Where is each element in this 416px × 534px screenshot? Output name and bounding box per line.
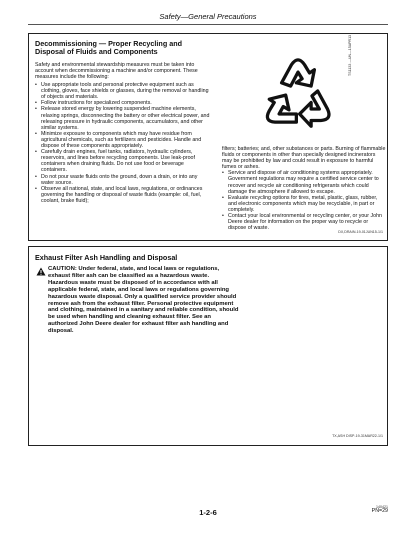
- recycle-icon: [257, 48, 339, 134]
- figure-id: TS1133 —UN—15APR13: [348, 34, 352, 76]
- page-header: [28, 12, 388, 25]
- page-number: 1-2-6: [199, 508, 217, 517]
- decommissioning-right-column: [222, 146, 386, 231]
- decommissioning-section: [28, 33, 388, 241]
- list-item: • Contact your local environmental or recycling center, or your John Deere dealer for information on the proper way to recycle or dispose of waste.: [222, 213, 386, 231]
- footer-code-line: 140421: [376, 505, 388, 509]
- footer-code: [372, 505, 388, 514]
- list-item: • Carefully drain engines, fuel tanks, radiators, hydraulic cylinders, reservoirs, and lines before recycling components. Use leak-proof containers when draining fluids. Do not use food or beverage containers.: [35, 149, 211, 173]
- list-item: • Evaluate recycling options for tires, metal, plastic, glass, rubber, and electronic components which may be recyclable, in part or completely.: [222, 195, 386, 213]
- list-item: • Minimize exposure to components which may have residue from agricultural chemicals, such as fertilizers and pesticides. Handle and dispose of these components appropriately.: [35, 131, 211, 149]
- list-item: • Use appropriate tools and personal protective equipment such as clothing, gloves, face shields or glasses, during the removal or handling of objects and materials.: [35, 82, 211, 100]
- list-item: • Do not pour waste fluids onto the ground, down a drain, or into any water source.: [35, 174, 211, 186]
- reference-code: TX,ASH DISP-19-31MAR22-1/1: [332, 434, 383, 438]
- decommissioning-right-list: [222, 170, 386, 231]
- list-item: • Service and dispose of air conditioning systems appropriately. Government regulations may require a certified service center to recover and recycle air conditioning refrigerants which could damage the atmosphere if allowed to escape.: [222, 170, 386, 194]
- continuation-text: filters; batteries; and, other substances or parts. Burning of flammable fluids or components in other than specially designed incinerators may be prohibited by law and could result in exposure to harmful fumes or ashes.: [222, 146, 386, 171]
- decommissioning-left-list: [35, 82, 211, 204]
- ash-section: [28, 246, 388, 446]
- ash-title: Exhaust Filter Ash Handling and Disposal: [35, 253, 178, 262]
- list-item: • Observe all national, state, and local laws, regulations, or ordinances governing the handling or disposal of waste fluids (example: oil, fuel, coolant, brake fluid);: [35, 186, 211, 204]
- decommissioning-left-column: [35, 40, 211, 204]
- decommissioning-title: Decommissioning — Proper Recycling and Disposal of Fluids and Components: [35, 39, 182, 57]
- footer-pn: PN=29: [371, 508, 388, 515]
- list-item: • Follow instructions for specialized components.: [35, 100, 211, 106]
- warning-triangle-icon: [36, 267, 46, 276]
- reference-code: DX,DRAIN-19-01JUN15-1/1: [338, 230, 383, 234]
- list-item: • Release stored energy by lowering suspended machine elements, relaxing springs, disconnecting the battery or other electrical power, and releasing pressure in hydraulic components, accumulators, and other similar systems.: [35, 106, 211, 130]
- header-title: Safety—General Precautions: [159, 12, 257, 21]
- decommissioning-intro: Safety and environmental stewardship measures must be taken into account when decommissioning a machine and/or component. These measures include the following:: [35, 61, 198, 80]
- caution-text: CAUTION: Under federal, state, and local laws or regulations, exhaust filter ash can be classified as a hazardous waste. Hazardous waste must be disposed of in accordance with all applicable federal, state, and local laws or regulations governing hazardous waste disposal. Only a qualified service provider should remove ash from the exhaust filter. Personal protective equipment and clothing, maintained in a sanitary and reliable condition, should be used when handling and cleaning exhaust filter. See an authorized John Deere dealer for exhaust filter ash handling and disposal.: [48, 266, 239, 335]
